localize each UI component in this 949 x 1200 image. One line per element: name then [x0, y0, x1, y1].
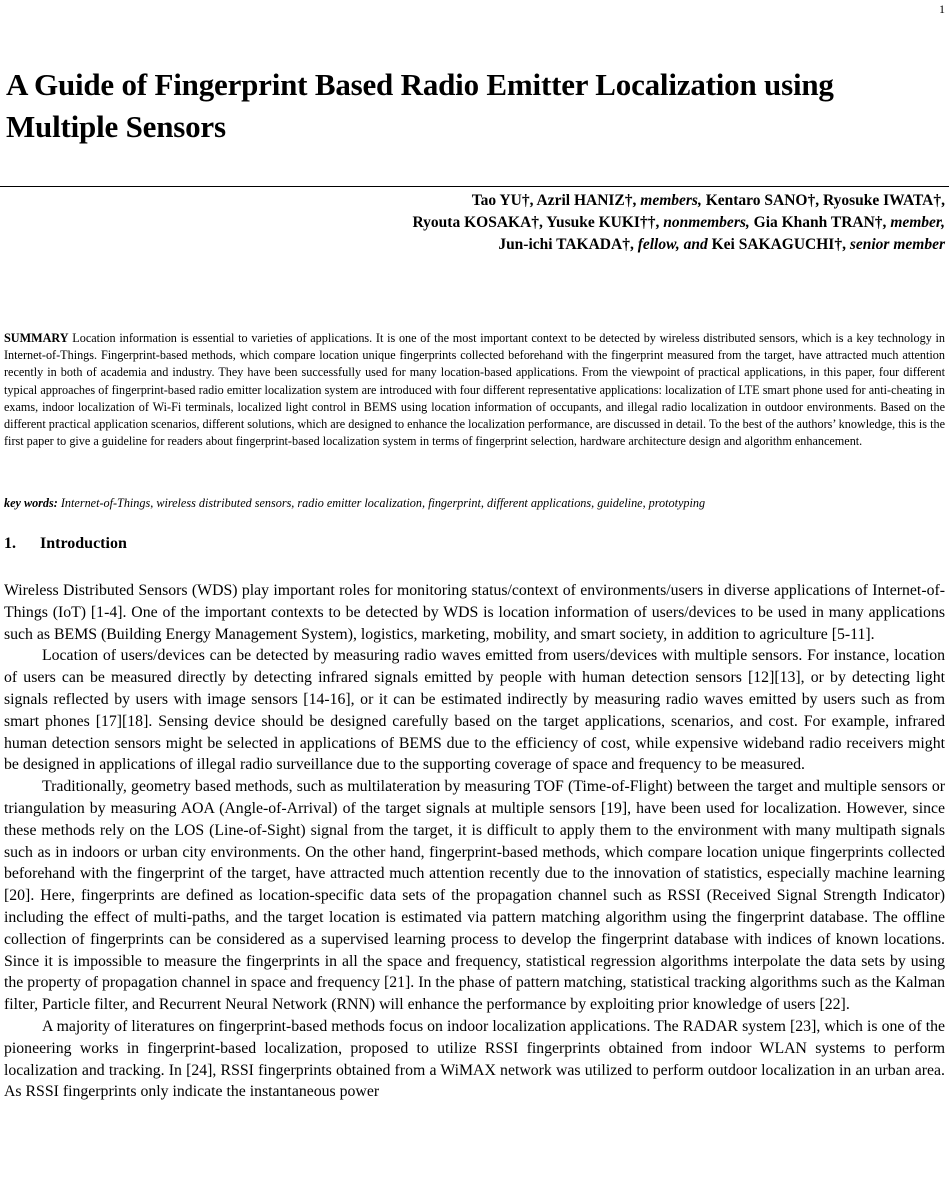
author-role: senior member [849, 236, 945, 253]
paragraph: Location of users/devices can be detected by measuring radio waves emitted from users/devices with multiple sensors. For instance, location of users can be measured directly by detecting infrared signals emitted by people with human detection sensors [12][13], or by detecting light signals reflected by users with image sensors [14-16], or it can be estimated indirectly by measuring radio waves emitted by users such as from smart phones [17][18]. Sensing device should be designed carefully based on the target applications, scenarios, and cost. For example, infrared human detection sensors might be selected in applications of BEMS due to the efficiency of cost, while expensive wideband radio receivers might be designed in applications of illegal radio surveillance due to the supporting coverage of space and frequency to be measured. [4, 647, 945, 774]
keywords-text: Internet-of-Things, wireless distributed sensors, radio emitter localization, fingerprint, different applications, guideline, prototyping [60, 496, 706, 510]
paper-title: A Guide of Fingerprint Based Radio Emitter Localization using Multiple Sensors [6, 67, 834, 144]
abstract-text: Location information is essential to varieties of applications. It is one of the most important context to be detected by wireless distributed sensors, which is a key technology in Internet-of-Things. Fingerprint-based methods, which compare location unique fingerprints collected beforehand with the fingerprint measured from the target, have attracted much attention recently in both of academia and industry. They have been successfully used for many location-based applications. From the viewpoint of practical applications, in this paper, four different typical approaches of fingerprint-based radio emitter localization system are introduced with four different representative applications: localization of LTE smart phone used for anti-cheating in exams, indoor localization of Wi-Fi terminals, localized light control in BEMS using location information of occupants, and illegal radio localization in outdoor environments. Based on the different practical application scenarios, different solutions, which are designed to enhance the localization performance, are discussed in detail. To the best of the authors’ knowledge, this is the first paper to give a guideline for readers about fingerprint-based localization system in terms of fingerprint selection, hardware architecture design and algorithm enhancement. [4, 331, 946, 449]
paragraph: A majority of literatures on fingerprint-based methods focus on indoor localization applications. The RADAR system [23], which is one of the pioneering works in fingerprint-based localization, proposed to utilize RSSI fingerprints obtained from indoor WLAN systems to perform localization and tracking. In [24], RSSI fingerprints obtained from a WiMAX network was utilized to perform outdoor localization in an urban area. As RSSI fingerprints only indicate the instantaneous power [4, 1017, 945, 1101]
authors-line-1b: Kentaro SANO†, Ryosuke IWATA†, [705, 192, 945, 209]
authors-line-1: Tao YU†, Azril HANIZ†, [471, 192, 637, 209]
title-divider [0, 186, 949, 187]
authors-line-2b: Gia Khanh TRAN†, [753, 214, 887, 231]
author-list [185, 190, 945, 256]
paragraph: Wireless Distributed Sensors (WDS) play important roles for monitoring status/context of environments/users in diverse applications of Internet-of-Things (IoT) [1-4]. One of the important contexts to be detected by WDS is location information of users/devices to be used in many applications such as BEMS (Building Energy Management System), logistics, marketing, mobility, and smart society, in addition to agriculture [5-11]. [4, 582, 945, 643]
paragraph: Traditionally, geometry based methods, such as multilateration by measuring TOF (Time-of-Flight) between the target and multiple sensors or triangulation by measuring AOA (Angle-of-Arrival) of the target signals at multiple sensors [19], have been used for localization. However, since these methods rely on the LOS (Line-of-Sight) signal from the target, it is difficult to apply them to the environment with many multipath signals such as in indoors or urban city environments. On the other hand, fingerprint-based methods, which compare location unique fingerprints collected beforehand with the fingerprint of the target, have attracted much attention recently due to the innovation of statistics, especially machine learning [20]. Here, fingerprints are defined as location-specific data sets of the propagation channel such as RSSI (Received Signal Strength Indicator) including the effect of multi-paths, and the target location is estimated via pattern matching algorithm using the fingerprint database. The offline collection of fingerprints can be considered as a supervised learning process to develop the fingerprint database with indices of known locations. Since it is impossible to measure the fingerprints in all the space and frequency, statistical regression algorithms interpolate the data sets by using the property of propagation channel in space and frequency [21]. In the phase of pattern matching, statistical tracking algorithms such as the Kalman filter, Particle filter, and Recurrent Neural Network (RNN) will enhance the performance by exploiting prior knowledge of users [22]. [4, 778, 945, 1014]
keywords-label: key words: [4, 496, 58, 510]
author-role: members, [640, 192, 702, 209]
introduction-body [4, 580, 945, 1103]
section-title: Introduction [40, 535, 127, 552]
section-heading [4, 535, 127, 553]
author-role: member, [890, 214, 945, 231]
section-number: 1. [4, 535, 16, 552]
page-number: 1 [939, 2, 945, 16]
abstract-label: SUMMARY [4, 331, 69, 345]
authors-line-3b: Kei SAKAGUCHI†, [711, 236, 846, 253]
author-role: nonmembers, [663, 214, 750, 231]
author-role: fellow, and [637, 236, 708, 253]
keywords [4, 495, 945, 512]
authors-line-3: Jun-ichi TAKADA†, [498, 236, 634, 253]
abstract [4, 330, 945, 450]
authors-line-2: Ryouta KOSAKA†, Yusuke KUKI††, [412, 214, 660, 231]
